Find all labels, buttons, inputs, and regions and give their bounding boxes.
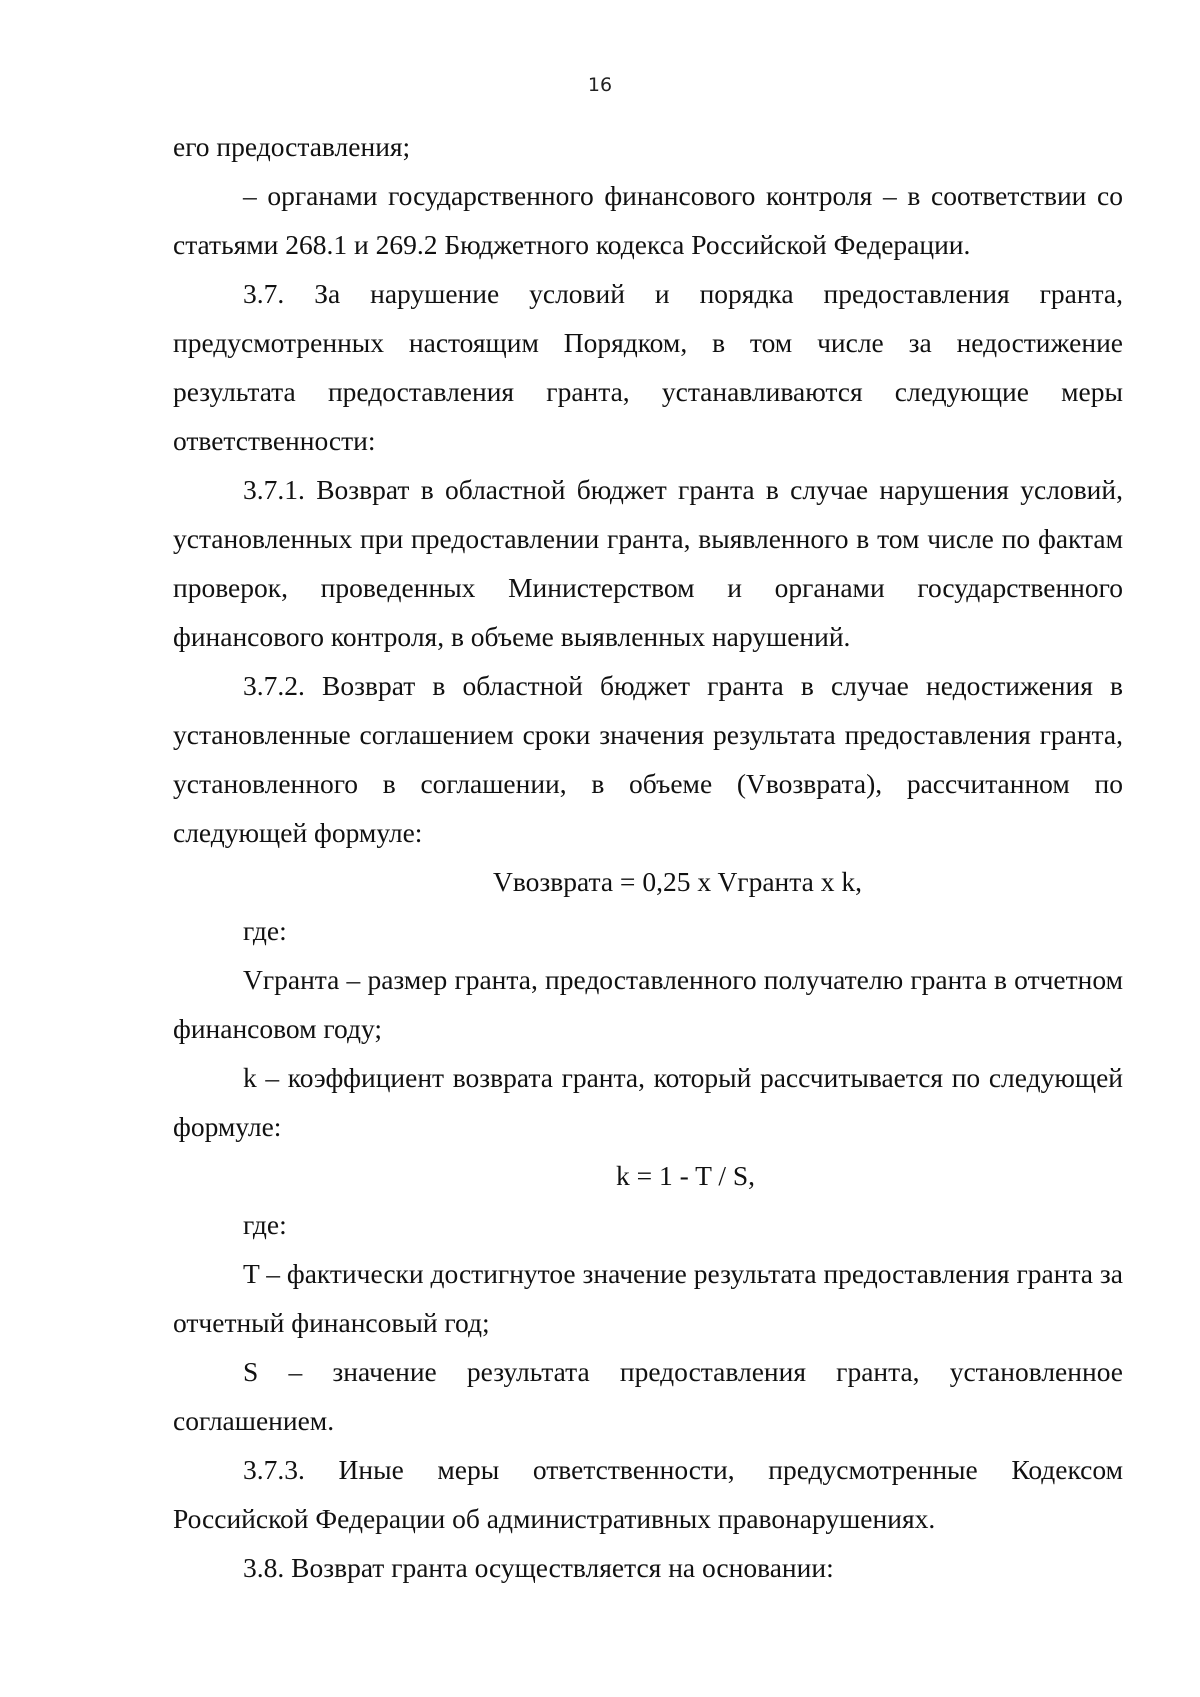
document-body — [173, 122, 1123, 1592]
definition-s: S – значение результата предоставления гранта, установленное соглашением. — [173, 1356, 1123, 1436]
paragraph-continuation: его предоставления; — [173, 131, 411, 162]
formula-coefficient-k: k = 1 - T / S, — [616, 1160, 756, 1191]
definition-v-granta: Vгранта – размер гранта, предоставленного получателю гранта в отчетном финансовом году; — [173, 964, 1123, 1044]
paragraph-control-bodies: – органами государственного финансового контроля – в соответствии со статьями 268.1 и 269.2 Бюджетного кодекса Российской Федерации. — [173, 180, 1123, 260]
paragraph-3-7-3: 3.7.3. Иные меры ответственности, предусмотренные Кодексом Российской Федерации об административных правонарушениях. — [173, 1454, 1123, 1534]
paragraph-3-8: 3.8. Возврат гранта осуществляется на основании: — [243, 1552, 834, 1583]
formula-refund-volume: Vвозврата = 0,25 x Vгранта x k, — [493, 866, 862, 897]
page-number: 16 — [587, 74, 613, 96]
definition-t: T – фактически достигнутое значение результата предоставления гранта за отчетный финансовый год; — [173, 1258, 1123, 1338]
definition-k: k – коэффициент возврата гранта, который рассчитывается по следующей формуле: — [173, 1062, 1123, 1142]
paragraph-3-7-2: 3.7.2. Возврат в областной бюджет гранта в случае недостижения в установленные соглашением сроки значения результата предоставления гранта, установленного в соглашении, в объеме (Vвозврата), рассчитанном по следующей формуле: — [173, 670, 1123, 848]
paragraph-3-7: 3.7. За нарушение условий и порядка предоставления гранта, предусмотренных настоящим Порядком, в том числе за недостижение результата предоставления гранта, устанавливаются следующие меры ответственности: — [173, 278, 1123, 456]
where-label: где: — [243, 1209, 287, 1240]
where-label: где: — [243, 915, 287, 946]
paragraph-3-7-1: 3.7.1. Возврат в областной бюджет гранта в случае нарушения условий, установленных при предоставлении гранта, выявленного в том числе по фактам проверок, проведенных Министерством и органами государственного финансового контроля, в объеме выявленных нарушений. — [173, 474, 1123, 652]
